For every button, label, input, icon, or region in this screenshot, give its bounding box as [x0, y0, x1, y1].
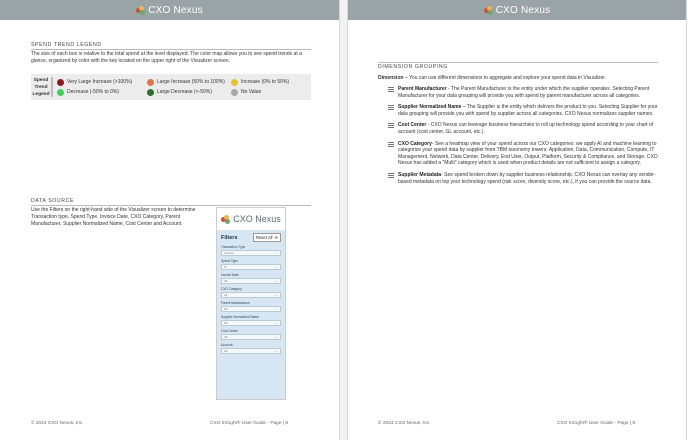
filter-select[interactable] [221, 348, 281, 354]
chevron-down-icon: ⌄ [275, 307, 278, 311]
filter-select-value: All [224, 321, 228, 325]
footer-page-number: CXO InCight® User Guide - Page | 8 [210, 421, 289, 426]
chevron-down-icon: ⌄ [275, 279, 278, 283]
dimension-item-text [398, 86, 658, 99]
legend-swatch-icon [231, 89, 238, 96]
footer-page-number-right: CXO InCight® User Guide - Page | 9 [557, 421, 636, 426]
filter-group [221, 301, 281, 312]
legend-item-label: Increase (0% to 50%) [241, 79, 290, 85]
legend-label-line-1: Spend Trend [33, 77, 49, 90]
page-gap [340, 0, 347, 440]
legend-item-label: Very Large Increase (>100%) [67, 79, 133, 85]
dimension-item [388, 172, 658, 185]
brand-logo-right [484, 5, 551, 16]
filter-label: Supplier Normalized Name [221, 315, 260, 319]
filter-label: Account [221, 343, 233, 347]
dimension-item-description: - See a heatmap view of your spend across our CXO categories: we apply AI and machine learning to categorize your spend data by supplier from TBM taxonomy towers: Application, Data, Communication, Compute, IT Management, Network, Data Center, Delivery, End User, Output, Platform, Security & Compliance, and Storage. CXO Nexus has added a "Multi" category which is used when product details are not sufficient to assign a category. [398, 140, 658, 167]
filters-head [221, 233, 281, 242]
filter-label: CXO Category [221, 287, 242, 291]
filter-select-value: Invoice [224, 251, 234, 255]
filter-select[interactable] [221, 264, 281, 270]
chevron-down-icon: ⌄ [275, 349, 278, 353]
filter-select[interactable] [221, 292, 281, 298]
legend-item [57, 89, 147, 96]
spend-trend-legend [31, 74, 311, 100]
legend-item [147, 89, 231, 96]
data-source-text: Use the Filters on the right-hand side of the Visualizer screen to determine Transaction type, Spend Type, Invoice Date, CXO Category, Parent Manufacturer, Supplier Normalized Name, Cost Center and Account. [31, 207, 196, 227]
filter-group [221, 287, 281, 298]
filter-label: Cost Center [221, 329, 239, 333]
filter-label: Invoice Date [221, 273, 239, 277]
legend-swatch-icon [231, 79, 238, 86]
logo-mark-icon [221, 215, 230, 224]
filter-select-value: All [224, 279, 228, 283]
filter-group [221, 245, 281, 256]
legend-item-label: Large Increase (50% to 100%) [157, 79, 225, 85]
list-bullet-icon [388, 123, 394, 129]
section-rule [378, 62, 658, 63]
dimension-item [388, 122, 658, 135]
legend-grid [57, 79, 311, 96]
spend-trend-title: SPEND TREND LEGEND [31, 42, 102, 48]
dimension-list [388, 86, 658, 190]
dimension-item-description: - See spend broken down by supplier business relationship. CXO Nexus can overlay any vendor-based metadata on top your technology spend (risk score, diversity score, etc.), if you can provide the source data. [398, 171, 656, 185]
reset-all-button[interactable] [253, 233, 281, 242]
filter-select-value: All [224, 293, 228, 297]
chevron-down-icon: ⌄ [275, 265, 278, 269]
chevron-down-icon: ⌄ [275, 251, 278, 255]
dimension-intro [378, 75, 658, 82]
filters-brand-logo [217, 208, 285, 230]
list-bullet-icon [388, 105, 394, 111]
filters-panel-screenshot [216, 207, 286, 400]
page-header [0, 0, 339, 20]
list-bullet-icon [388, 142, 394, 148]
spend-trend-text: The size of each box is relative to the total spend at the level displayed. The color map allows you to see spend trends at a glance, organized by color with the key located on the upper right of the Visualizer screen. [31, 51, 302, 64]
list-bullet-icon [388, 173, 394, 179]
brand-name-right: CXO Nexus [495, 4, 551, 16]
dimension-item [388, 104, 658, 117]
legend-swatch-icon [147, 89, 154, 96]
legend-item [231, 79, 311, 86]
dimension-item-text [398, 122, 658, 135]
filter-group [221, 343, 281, 354]
logo-mark-icon [136, 6, 145, 15]
filter-group [221, 315, 281, 326]
section-rule [31, 49, 311, 50]
chevron-down-icon: ⌄ [275, 321, 278, 325]
filter-select[interactable] [221, 306, 281, 312]
data-source-title: DATA SOURCE [31, 198, 75, 204]
legend-label [31, 77, 53, 97]
dimension-item-text [398, 141, 658, 167]
chevron-down-icon: ⌄ [275, 335, 278, 339]
filter-select[interactable] [221, 334, 281, 340]
filter-group [221, 259, 281, 270]
brand-logo [136, 5, 203, 16]
filter-groups [221, 245, 281, 354]
dimension-item-term: CXO Category [398, 140, 432, 147]
refresh-icon: ⟳ [274, 235, 278, 240]
filter-select-value: IT [224, 265, 227, 269]
legend-item-label: No Value [241, 89, 262, 95]
dimension-item-text [398, 104, 658, 117]
dimension-item [388, 86, 658, 99]
legend-swatch-icon [57, 89, 64, 96]
legend-item-label: Large Decrease (<-50%) [157, 89, 212, 95]
filter-label: Spend Type [221, 259, 238, 263]
page-header-right [348, 0, 686, 20]
dimension-item-description: - CXO Nexus can leverage business hierarchies to roll up technology spend according to your chart of account (cost center, GL account, etc.). [398, 122, 654, 135]
legend-label-line-2: Legend [32, 91, 50, 97]
reset-all-label: Reset All [255, 235, 273, 240]
dimension-item [388, 141, 658, 167]
legend-swatch-icon [57, 79, 64, 86]
dimension-item-description: – The Supplier is the entity which delivers the product to you. Selecting Supplier for your data grouping will provide you with spend by supplier across all categories. CXO Nexus normalizes supplier names. [398, 104, 658, 117]
filter-select-value: All [224, 335, 228, 339]
dimension-intro-bold: Dimension [378, 75, 404, 81]
filter-select[interactable] [221, 278, 281, 284]
logo-mark-icon [484, 6, 493, 15]
list-bullet-icon [388, 87, 394, 93]
footer-copyright-right: © 2024 CXO Nexus, Inc. [378, 421, 431, 426]
filters-body [217, 230, 285, 399]
dimension-item-text [398, 172, 658, 185]
footer-copyright: © 2024 CXO Nexus, Inc. [31, 421, 84, 426]
legend-item [57, 79, 147, 86]
dimension-item-term: Supplier Normalized Name [398, 104, 462, 111]
legend-item [147, 79, 231, 86]
dimension-item-term: Parent Manufacturer [398, 86, 447, 92]
filter-select-value: All [224, 307, 228, 311]
filter-group [221, 273, 281, 284]
filters-title: Filters [221, 234, 238, 241]
legend-item [231, 89, 311, 96]
brand-name: CXO Nexus [148, 4, 203, 16]
filter-select-value: All [224, 349, 228, 353]
legend-swatch-icon [147, 79, 154, 86]
dimension-item-description: - The Parent Manufacturer is the entity under which the supplier operates. Selecting Parent Manufacturer for your data grouping will provide you with spend by parent manufacturer across all categories. [398, 86, 650, 99]
chevron-down-icon: ⌄ [275, 293, 278, 297]
dimension-intro-rest: – You can use different dimensions to aggregate and explore your spend data in Visualizer. [403, 75, 607, 81]
filter-group [221, 329, 281, 340]
dimension-title: DIMENSION GROUPING [378, 64, 448, 70]
dimension-item-term: Supplier Metadata [398, 171, 442, 178]
legend-item-label: Decrease (-50% to 0%) [67, 89, 119, 95]
section-rule [31, 205, 311, 206]
dimension-item-term: Cost Center [398, 122, 427, 129]
filter-label: Parent Manufacturer [221, 301, 251, 305]
filter-label: Transaction Type [221, 245, 246, 249]
filter-select[interactable] [221, 320, 281, 326]
filter-select[interactable] [221, 250, 281, 256]
filters-brand-name: CXO Nexus [233, 214, 281, 224]
